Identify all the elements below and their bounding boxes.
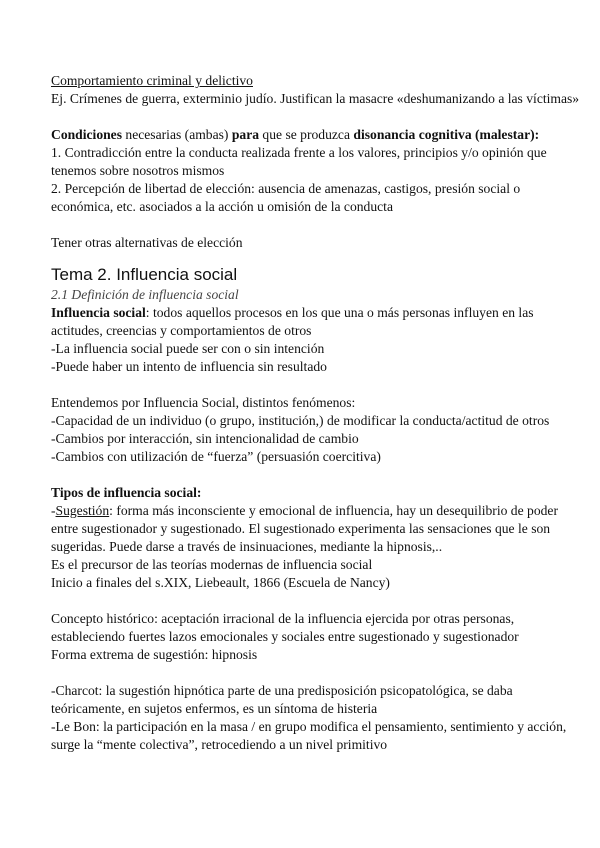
- definition-paragraph: [51, 304, 581, 340]
- definition-note-1: -La influencia social puede ser con o sin intención: [51, 341, 325, 356]
- types-heading: [51, 484, 581, 502]
- historic-concept: Concepto histórico: aceptación irracional de la influencia ejercida por otras personas, estableciendo fuertes lazos emocionales y sociales entre sugestionado y sugestionador: [51, 611, 519, 644]
- conditions-lead: [51, 126, 581, 144]
- spacer: [51, 466, 581, 484]
- alternatives-line: Tener otras alternativas de elección: [51, 235, 243, 250]
- spacer: [51, 216, 581, 234]
- document-body: [51, 72, 581, 754]
- section-heading-criminal: Comportamiento criminal y delictivo: [51, 73, 253, 88]
- types-heading-text: Tipos de influencia social:: [51, 485, 202, 500]
- phenomena-item-3: -Cambios con utilización de “fuerza” (persuasión coercitiva): [51, 449, 381, 464]
- suggestion-dash: -: [51, 503, 56, 518]
- charcot-paragraph: -Charcot: la sugestión hipnótica parte de una predisposición psicopatológica, se daba teóricamente, en sujetos enfermos, es un síntoma de histeria: [51, 683, 513, 716]
- dissonance-term: disonancia cognitiva (malestar):: [353, 127, 540, 142]
- suggestion-term: Sugestión: [55, 503, 110, 518]
- historic-hypnosis: Forma extrema de sugestión: hipnosis: [51, 647, 258, 662]
- conditions-text: necesarias (ambas): [122, 127, 232, 142]
- example-paragraph: Ej. Crímenes de guerra, exterminio judío. Justifican la masacre «deshumanizando a las víctimas»: [51, 91, 580, 106]
- definition-note-2: -Puede haber un intento de influencia sin resultado: [51, 359, 327, 374]
- spacer: [51, 108, 581, 126]
- spacer: [51, 592, 581, 610]
- condition-item-1: 1. Contradicción entre la conducta realizada frente a los valores, principios y/o opinión que tenemos sobre nosotros mismos: [51, 145, 547, 178]
- tema2-subtitle: 2.1 Definición de influencia social: [51, 287, 239, 302]
- suggestion-text: : forma más inconsciente y emocional de influencia, hay un desequilibrio de poder entre sugestionador y sugestionado. El sugestionado experimenta las sensaciones que le son sugeridas. Puede darse a través de insinuaciones, mediante la hipnosis,..: [51, 503, 558, 554]
- condition-item-2: 2. Percepción de libertad de elección: ausencia de amenazas, castigos, presión social o económica, etc. asociados a la acción u omisión de la conducta: [51, 181, 521, 214]
- suggestion-line-3: Inicio a finales del s.XIX, Liebeault, 1866 (Escuela de Nancy): [51, 575, 390, 590]
- conditions-term: Condiciones: [51, 127, 123, 142]
- conditions-para: para: [231, 127, 260, 142]
- spacer: [51, 252, 581, 264]
- phenomena-item-1: -Capacidad de un individuo (o grupo, institución,) de modificar la conducta/actitud de otros: [51, 413, 550, 428]
- conditions-text2: que se produzca: [259, 127, 354, 142]
- suggestion-line-2: Es el precursor de las teorías modernas de influencia social: [51, 557, 373, 572]
- definition-text: : todos aquellos procesos en los que una o más personas influyen en las actitudes, creencias y comportamientos de otros: [51, 305, 534, 338]
- spacer: [51, 664, 581, 682]
- lebon-paragraph: -Le Bon: la participación en la masa / en grupo modifica el pensamiento, sentimiento y acción, surge la “mente colectiva”, retrocediendo a un nivel primitivo: [51, 719, 567, 752]
- spacer: [51, 376, 581, 394]
- tema2-title: Tema 2. Influencia social: [51, 265, 238, 284]
- suggestion-paragraph: [51, 502, 581, 556]
- definition-term: Influencia social: [51, 305, 146, 320]
- phenomena-intro: Entendemos por Influencia Social, distintos fenómenos:: [51, 395, 356, 410]
- phenomena-item-2: -Cambios por interacción, sin intencionalidad de cambio: [51, 431, 359, 446]
